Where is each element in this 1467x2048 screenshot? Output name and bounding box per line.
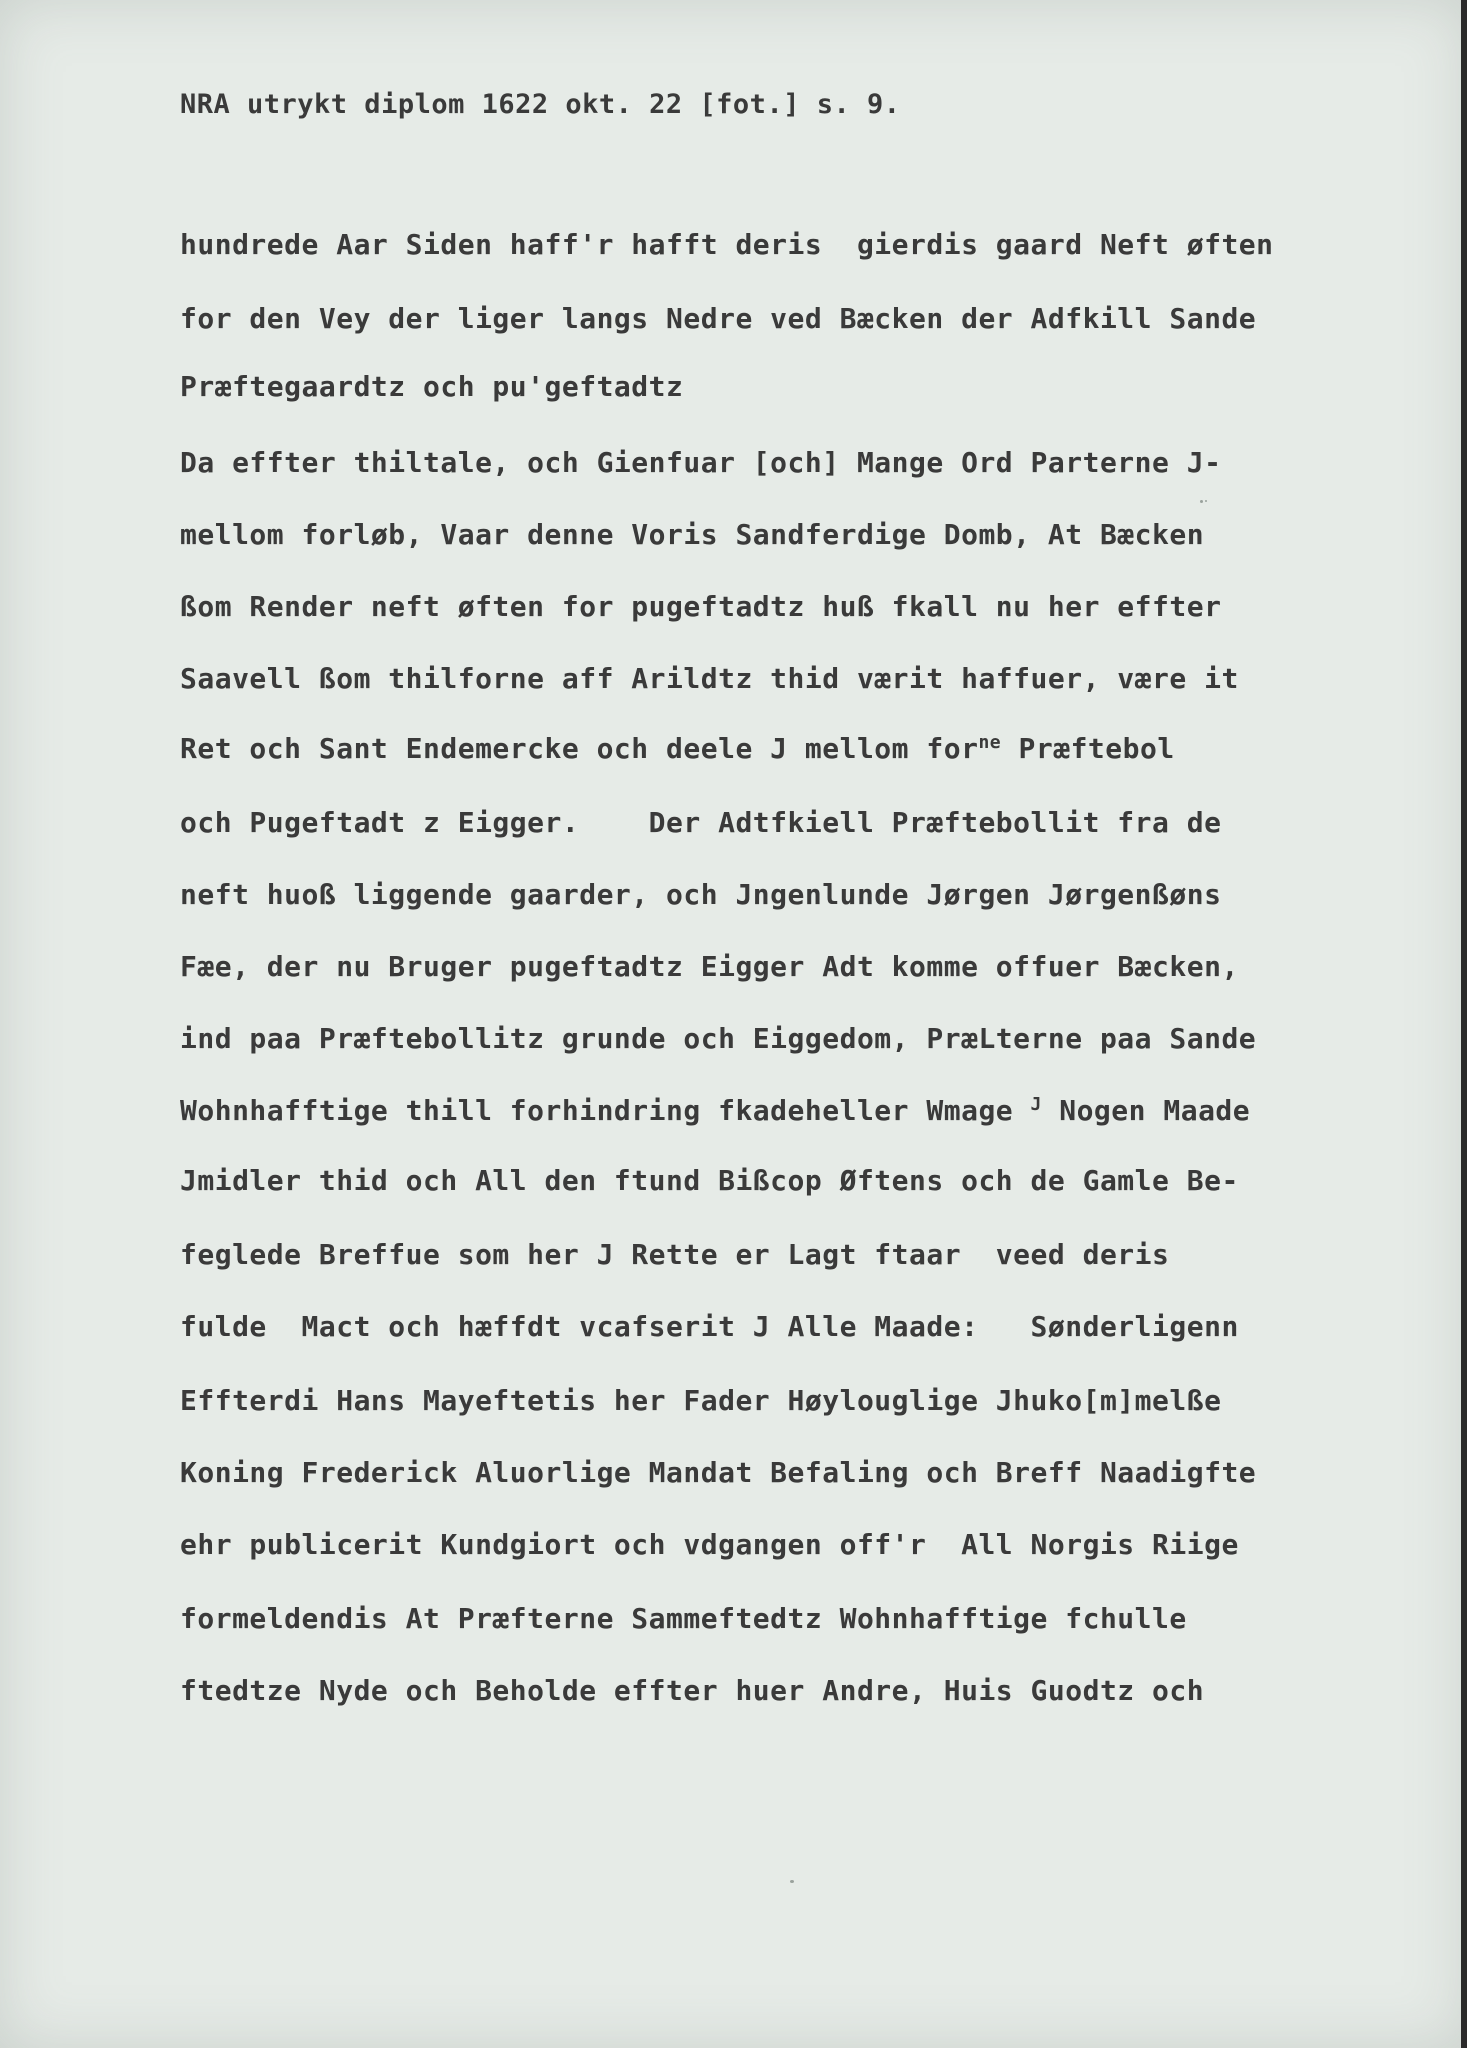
superscript-ne: ne (978, 732, 1002, 753)
superscript-j: J (1030, 1094, 1042, 1115)
text-line-19: ehr publicerit Kundgiort och vdgangen off'r All Norgis Riige (180, 1528, 1239, 1561)
text-line-18: Koning Frederick Aluorlige Mandat Befaling och Breff Naadigfte (180, 1456, 1257, 1489)
text-line-8-tail: Præftebol (1001, 732, 1175, 765)
text-line-11: Fæe, der nu Bruger pugeftadtz Eigger Adt komme offuer Bæcken, (180, 950, 1239, 983)
document-reference-header: NRA utrykt diplom 1622 okt. 22 [fot.] s. 9. (180, 89, 901, 120)
text-line-8 (180, 732, 1175, 766)
text-line-21: ftedtze Nyde och Beholde effter huer Andre, Huis Guodtz och (180, 1674, 1205, 1707)
text-line-13-main: Wohnhafftige thill forhindring fkadeheller Wmage (180, 1094, 1014, 1127)
text-line-6: ßom Render neft øften for pugeftadtz huß fkall nu her effter (180, 590, 1222, 623)
text-line-10: neft huoß liggende gaarder, och Jngenlunde Jørgen Jørgenßøns (180, 878, 1222, 911)
text-line-3: Præftegaardtz och pu'geftadtz (180, 370, 684, 403)
text-line-13 (180, 1094, 1250, 1128)
text-line-12: ind paa Præftebollitz grunde och Eiggedom, PræLterne paa Sande (180, 1022, 1257, 1055)
text-line-13-tail: Nogen Maade (1041, 1094, 1251, 1127)
paper-speck (1200, 500, 1203, 503)
scan-frame-edge (1461, 0, 1467, 2048)
text-line-1: hundrede Aar Siden haff'r hafft deris gierdis gaard Neft øften (180, 228, 1274, 261)
text-line-20: formeldendis At Præfterne Sammeftedtz Wohnhafftige fchulle (180, 1602, 1187, 1635)
text-line-16: fulde Mact och hæffdt vcafserit J Alle Maade: Sønderligenn (180, 1310, 1239, 1343)
text-line-8-main: Ret och Sant Endemercke och deele J mellom for (180, 732, 979, 765)
text-line-7: Saavell ßom thilforne aff Arildtz thid værit haffuer, være it (180, 662, 1239, 695)
paper-speck (1205, 500, 1207, 502)
text-line-14: Jmidler thid och All den ftund Bißcop Øftens och de Gamle Be- (180, 1164, 1239, 1197)
text-line-15: feglede Breffue som her J Rette er Lagt ftaar veed deris (180, 1238, 1170, 1271)
text-line-2: for den Vey der liger langs Nedre ved Bæcken der Adfkill Sande (180, 302, 1257, 335)
text-line-5: mellom forløb, Vaar denne Voris Sandferdige Domb, At Bæcken (180, 518, 1205, 551)
text-line-17: Effterdi Hans Mayeftetis her Fader Høylouglige Jhuko[m]melße (180, 1384, 1222, 1417)
text-line-4: Da effter thiltale, och Gienfuar [och] Mange Ord Parterne J- (180, 446, 1222, 479)
paper-speck (790, 1880, 794, 1883)
text-line-9: och Pugeftadt z Eigger. Der Adtfkiell Præftebollit fra de (180, 806, 1222, 839)
